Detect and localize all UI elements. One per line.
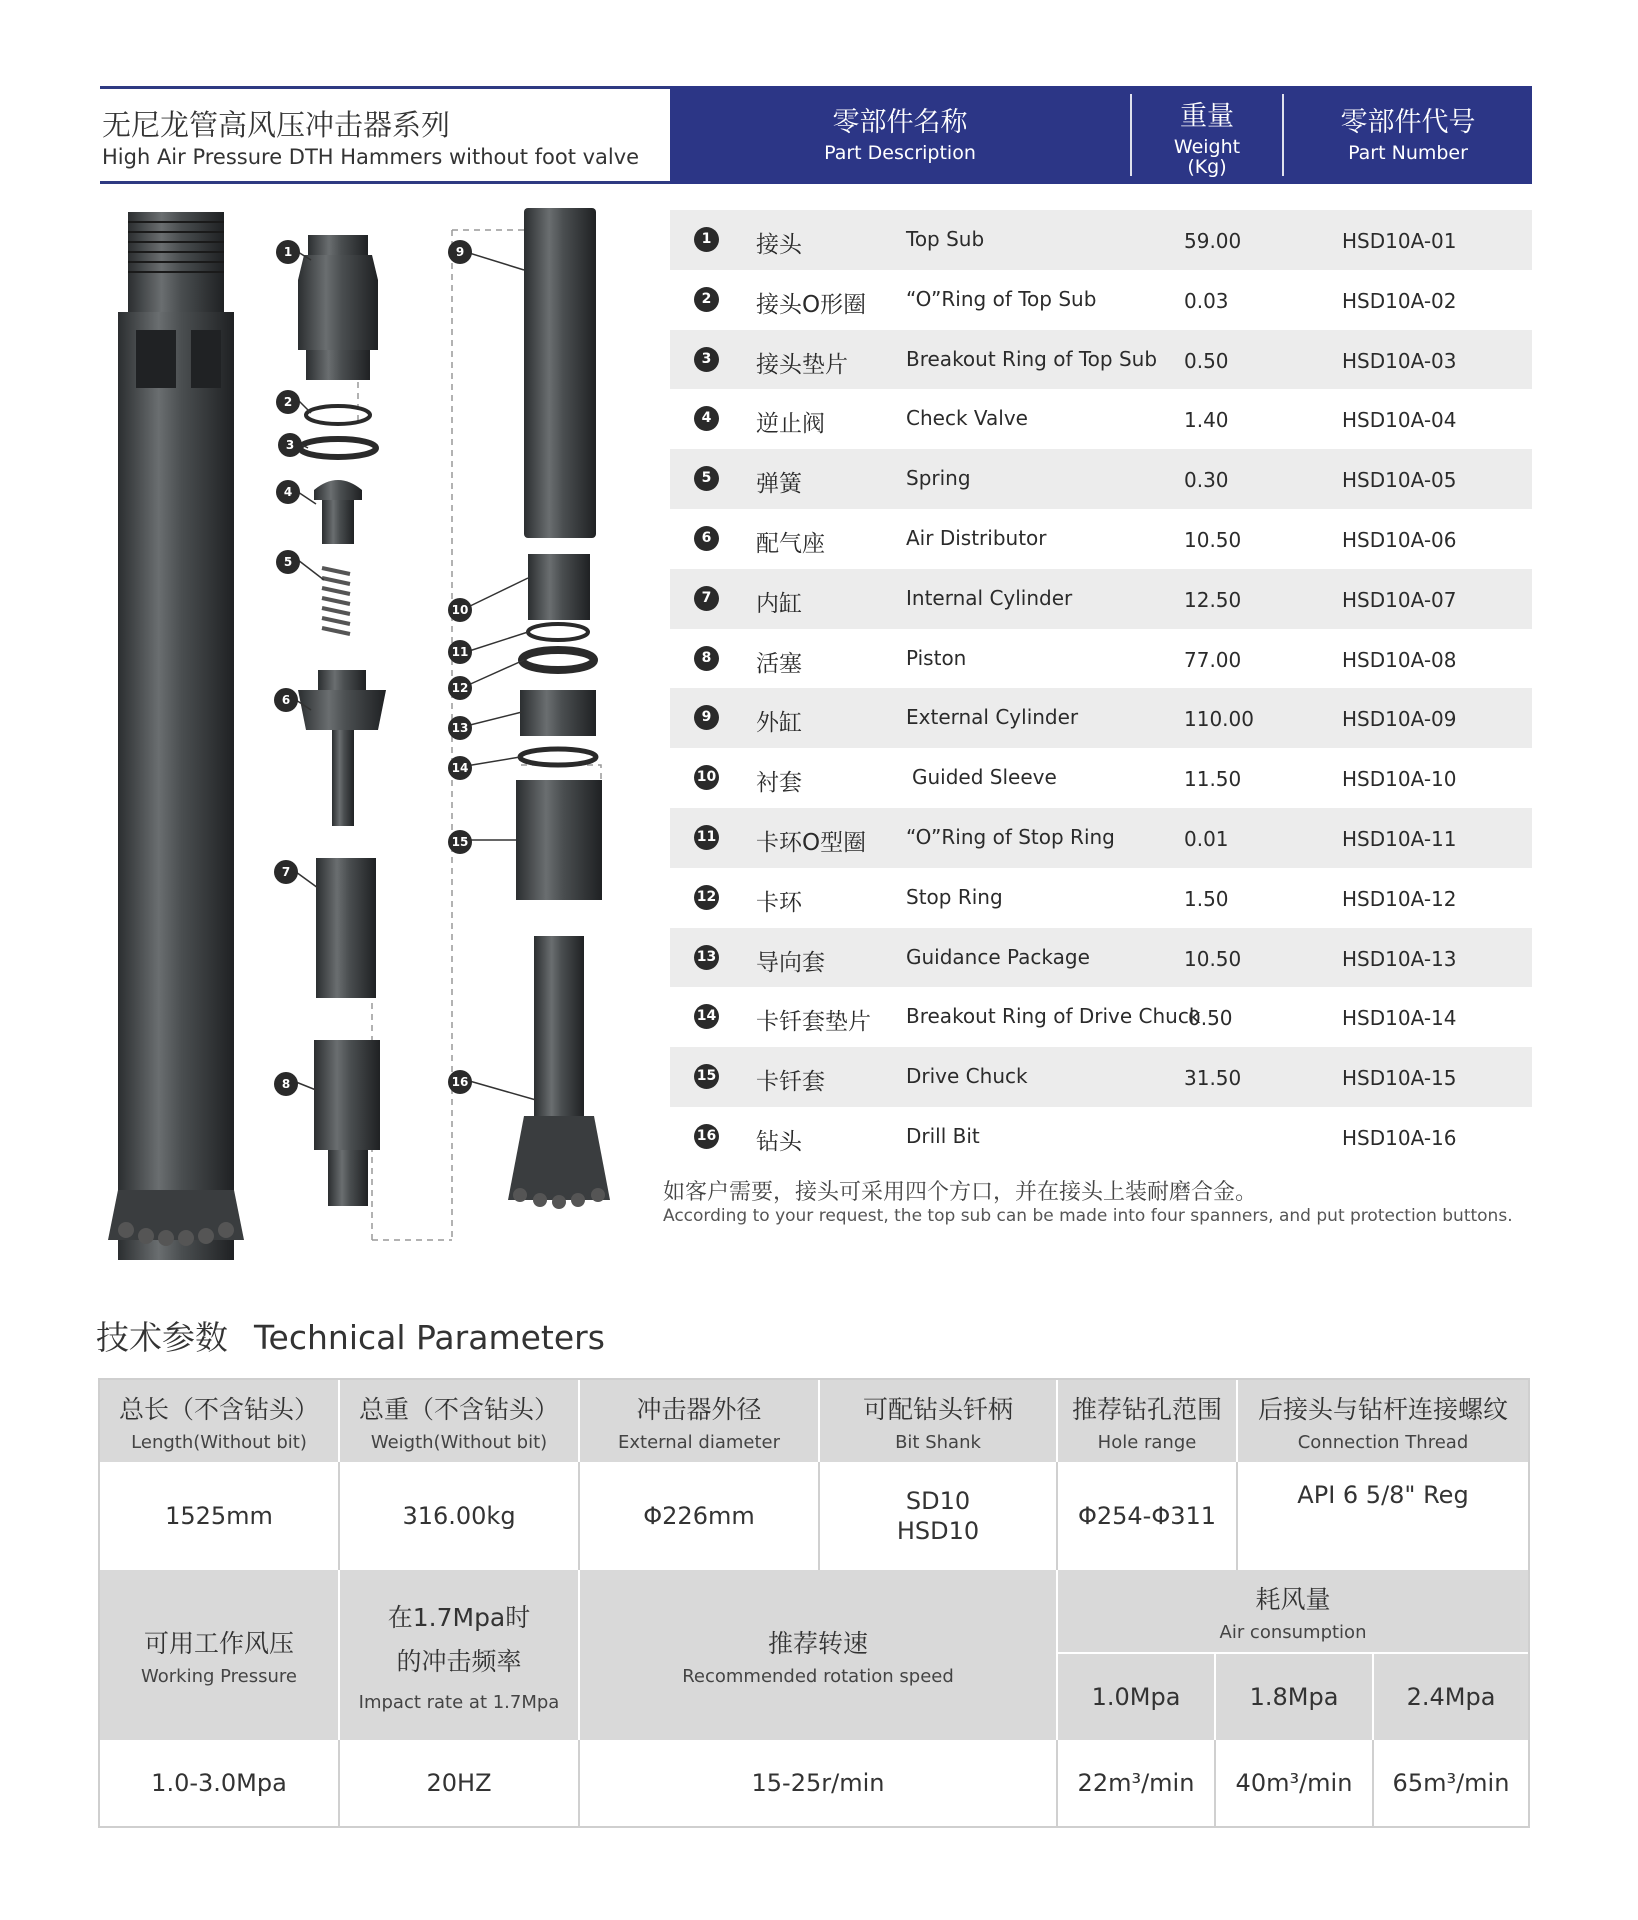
td-connection-thread: API 6 5/8" Reg — [1297, 1481, 1469, 1509]
th-working-pressure: 可用工作风压 Working Pressure — [100, 1570, 338, 1740]
part-name-cn: 钻头 — [756, 1128, 802, 1155]
col-header-description: 零部件名称 Part Description — [824, 107, 976, 164]
part-code: HSD10A-13 — [1342, 946, 1457, 971]
part-number-badge: 4 — [694, 406, 719, 431]
part-code: HSD10A-16 — [1342, 1125, 1457, 1150]
parts-header — [100, 86, 1532, 184]
cell-divider — [1056, 1462, 1058, 1570]
part-row — [670, 449, 1532, 509]
part-weight: 10.50 — [1184, 527, 1242, 552]
part-row — [670, 868, 1532, 928]
part-name-en: Breakout Ring of Drive Chuck — [906, 1004, 1201, 1029]
callout-11: 11 — [448, 640, 472, 664]
part-name-cn: 卡环O型圈 — [756, 829, 867, 856]
part-name-cn: 活塞 — [756, 650, 802, 677]
cell-divider — [578, 1462, 580, 1570]
part-weight: 77.00 — [1184, 647, 1242, 672]
part-row — [670, 270, 1532, 330]
th-air-pressure-3: 2.4Mpa — [1374, 1654, 1528, 1740]
td-impact-rate: 20HZ — [426, 1769, 492, 1797]
part-code: HSD10A-06 — [1342, 527, 1457, 552]
part-row — [670, 808, 1532, 868]
callout-6: 6 — [274, 688, 298, 712]
series-title-cn: 无尼龙管高风压冲击器系列 — [102, 108, 451, 142]
cell-divider — [818, 1462, 820, 1570]
part-name-cn: 内缸 — [756, 590, 802, 617]
part-name-en: Guidance Package — [906, 944, 1090, 969]
th-air-pressure-1: 1.0Mpa — [1058, 1654, 1214, 1740]
part-name-cn: 衬套 — [756, 770, 802, 797]
part-number-badge: 5 — [694, 466, 719, 491]
part-name-en: Guided Sleeve — [912, 765, 1057, 790]
part-number-badge: 10 — [694, 765, 719, 790]
part-name-cn: 卡环 — [756, 889, 802, 916]
part-row — [670, 389, 1532, 449]
callout-5: 5 — [276, 550, 300, 574]
callout-13: 13 — [448, 716, 472, 740]
part-number-badge: 9 — [694, 705, 719, 730]
part-weight: 110.00 — [1184, 707, 1254, 732]
callout-8: 8 — [274, 1072, 298, 1096]
td-rotation-speed: 15-25r/min — [751, 1769, 885, 1797]
parts-list — [670, 210, 1532, 1167]
part-weight: 1.40 — [1184, 408, 1229, 433]
callout-15: 15 — [448, 830, 472, 854]
part-number-badge: 13 — [694, 945, 719, 970]
tech-params-title — [96, 1312, 605, 1359]
th-hole-range: 推荐钻孔范围 Hole range — [1058, 1380, 1236, 1462]
part-code: HSD10A-12 — [1342, 886, 1457, 911]
part-number-badge: 1 — [694, 227, 719, 252]
callout-14: 14 — [448, 756, 472, 780]
part-row — [670, 1107, 1532, 1167]
tech-params-table — [98, 1378, 1530, 1828]
part-code: HSD10A-05 — [1342, 468, 1457, 493]
th-external-diameter: 冲击器外径 External diameter — [580, 1380, 818, 1462]
part-weight: 59.00 — [1184, 229, 1242, 253]
callout-10: 10 — [448, 598, 472, 622]
part-number-badge: 6 — [694, 526, 719, 551]
part-number-badge: 2 — [694, 287, 719, 312]
th-length: 总长（不含钻头） Length(Without bit) — [100, 1380, 338, 1462]
part-code: HSD10A-14 — [1342, 1006, 1457, 1031]
td-bit-shank: SD10 HSD10 — [896, 1487, 980, 1545]
part-code: HSD10A-09 — [1342, 707, 1457, 732]
part-number-badge: 16 — [694, 1124, 719, 1149]
part-weight: 11.50 — [1184, 767, 1242, 792]
callout-1: 1 — [276, 240, 300, 264]
part-row — [670, 748, 1532, 808]
part-row — [670, 987, 1532, 1047]
callout-2: 2 — [276, 390, 300, 414]
part-code: HSD10A-11 — [1342, 826, 1457, 851]
cell-divider — [1236, 1462, 1238, 1570]
cell-divider — [338, 1740, 340, 1826]
part-name-cn: 接头 — [756, 232, 802, 258]
custom-note-cn: 如客户需要，接头可采用四个方口，并在接头上装耐磨合金。 — [663, 1180, 1258, 1205]
part-row — [670, 688, 1532, 748]
part-weight: 1.50 — [1184, 886, 1229, 911]
callout-3: 3 — [278, 433, 302, 457]
part-weight: 0.50 — [1184, 348, 1229, 373]
cell-divider — [1214, 1740, 1216, 1826]
part-weight: 10.50 — [1184, 946, 1242, 971]
hammer-drawing — [96, 200, 656, 1260]
th-air-pressure-2: 1.8Mpa — [1216, 1654, 1372, 1740]
part-code: HSD10A-01 — [1342, 229, 1457, 253]
part-code: HSD10A-03 — [1342, 348, 1457, 373]
tech-params-title-en: Technical Parameters — [254, 1318, 605, 1357]
part-row — [670, 629, 1532, 689]
part-code: HSD10A-08 — [1342, 647, 1457, 672]
part-weight: 0.03 — [1184, 288, 1229, 313]
part-name-en: “O”Ring of Top Sub — [906, 286, 1097, 311]
col-header-part-number: 零部件代号 Part Number — [1340, 107, 1476, 164]
td-air-3: 65m³/min — [1392, 1769, 1510, 1797]
part-name-cn: 弹簧 — [756, 471, 802, 498]
th-air-consumption: 耗风量 Air consumption — [1058, 1570, 1528, 1652]
th-connection-thread: 后接头与钻杆连接螺纹 Connection Thread — [1238, 1380, 1528, 1462]
td-hole-range: Φ254-Φ311 — [1077, 1502, 1217, 1530]
part-name-en: “O”Ring of Stop Ring — [906, 824, 1115, 849]
column-header-band — [670, 86, 1532, 184]
part-name-en: Air Distributor — [906, 525, 1047, 550]
part-name-en: Drive Chuck — [906, 1064, 1028, 1089]
td-air-2: 40m³/min — [1235, 1769, 1353, 1797]
th-bit-shank: 可配钻头钎柄 Bit Shank — [820, 1380, 1056, 1462]
td-length: 1525mm — [165, 1502, 273, 1530]
part-number-badge: 11 — [694, 825, 719, 850]
callout-4: 4 — [276, 480, 300, 504]
cell-divider — [338, 1462, 340, 1570]
tech-params-title-cn: 技术参数 — [96, 1318, 228, 1357]
part-name-en: Spring — [906, 466, 971, 491]
part-code: HSD10A-10 — [1342, 767, 1457, 792]
part-name-en: Breakout Ring of Top Sub — [906, 346, 1158, 371]
part-name-en: Internal Cylinder — [906, 585, 1073, 610]
part-number-badge: 15 — [694, 1064, 719, 1089]
part-name-en: Piston — [906, 645, 967, 670]
part-number-badge: 8 — [694, 646, 719, 671]
custom-note-en: According to your request, the top sub can be made into four spanners, and put protection buttons. — [663, 1206, 1513, 1226]
td-working-pressure: 1.0-3.0Mpa — [151, 1769, 287, 1797]
part-row — [670, 569, 1532, 629]
part-code: HSD10A-02 — [1342, 288, 1457, 313]
part-name-cn: 逆止阀 — [756, 411, 825, 438]
part-name-en: External Cylinder — [906, 705, 1079, 730]
part-code: HSD10A-15 — [1342, 1066, 1457, 1091]
part-weight: 0.50 — [1188, 1006, 1233, 1031]
callout-9: 9 — [448, 240, 472, 264]
part-weight: 31.50 — [1184, 1066, 1242, 1091]
part-row — [670, 330, 1532, 390]
part-row — [670, 1047, 1532, 1107]
part-number-badge: 12 — [694, 885, 719, 910]
part-name-cn: 导向套 — [756, 949, 825, 976]
part-name-cn: 接头O形圈 — [756, 291, 867, 318]
callout-16: 16 — [448, 1070, 472, 1094]
part-weight: 0.01 — [1184, 826, 1229, 851]
col-header-weight: 重量 Weight (Kg) — [1173, 101, 1241, 178]
callout-12: 12 — [448, 676, 472, 700]
part-row — [670, 928, 1532, 988]
part-name-cn: 配气座 — [756, 530, 825, 557]
cell-divider — [1372, 1740, 1374, 1826]
td-external-diameter: Φ226mm — [643, 1502, 755, 1530]
part-name-en: Check Valve — [906, 406, 1028, 431]
part-name-en: Stop Ring — [906, 884, 1003, 909]
td-weight: 316.00kg — [402, 1502, 516, 1530]
part-number-badge: 7 — [694, 586, 719, 611]
part-weight: 0.30 — [1184, 468, 1229, 493]
part-code: HSD10A-04 — [1342, 408, 1457, 433]
th-impact-rate: 在1.7Mpa时 的冲击频率 Impact rate at 1.7Mpa — [340, 1570, 578, 1740]
exploded-view-illustration — [96, 200, 656, 1260]
part-name-cn: 接头垫片 — [756, 351, 848, 378]
th-rotation-speed: 推荐转速 Recommended rotation speed — [580, 1570, 1056, 1740]
series-title-block — [100, 86, 670, 184]
part-number-badge: 3 — [694, 347, 719, 372]
part-name-en: Drill Bit — [906, 1123, 980, 1148]
td-air-1: 22m³/min — [1077, 1769, 1195, 1797]
part-name-cn: 卡钎套垫片 — [756, 1009, 871, 1036]
part-code: HSD10A-07 — [1342, 587, 1457, 612]
series-title-en: High Air Pressure DTH Hammers without foot valve — [102, 145, 640, 169]
callout-7: 7 — [274, 860, 298, 884]
part-name-cn: 外缸 — [756, 710, 802, 737]
th-weight: 总重（不含钻头） Weigth(Without bit) — [340, 1380, 578, 1462]
part-number-badge: 14 — [694, 1004, 719, 1029]
part-name-cn: 卡钎套 — [756, 1069, 825, 1096]
cell-divider — [578, 1740, 580, 1826]
part-name-en: Top Sub — [906, 227, 985, 251]
part-row — [670, 210, 1532, 270]
cell-divider — [1056, 1740, 1058, 1826]
part-row — [670, 509, 1532, 569]
part-weight: 12.50 — [1184, 587, 1242, 612]
